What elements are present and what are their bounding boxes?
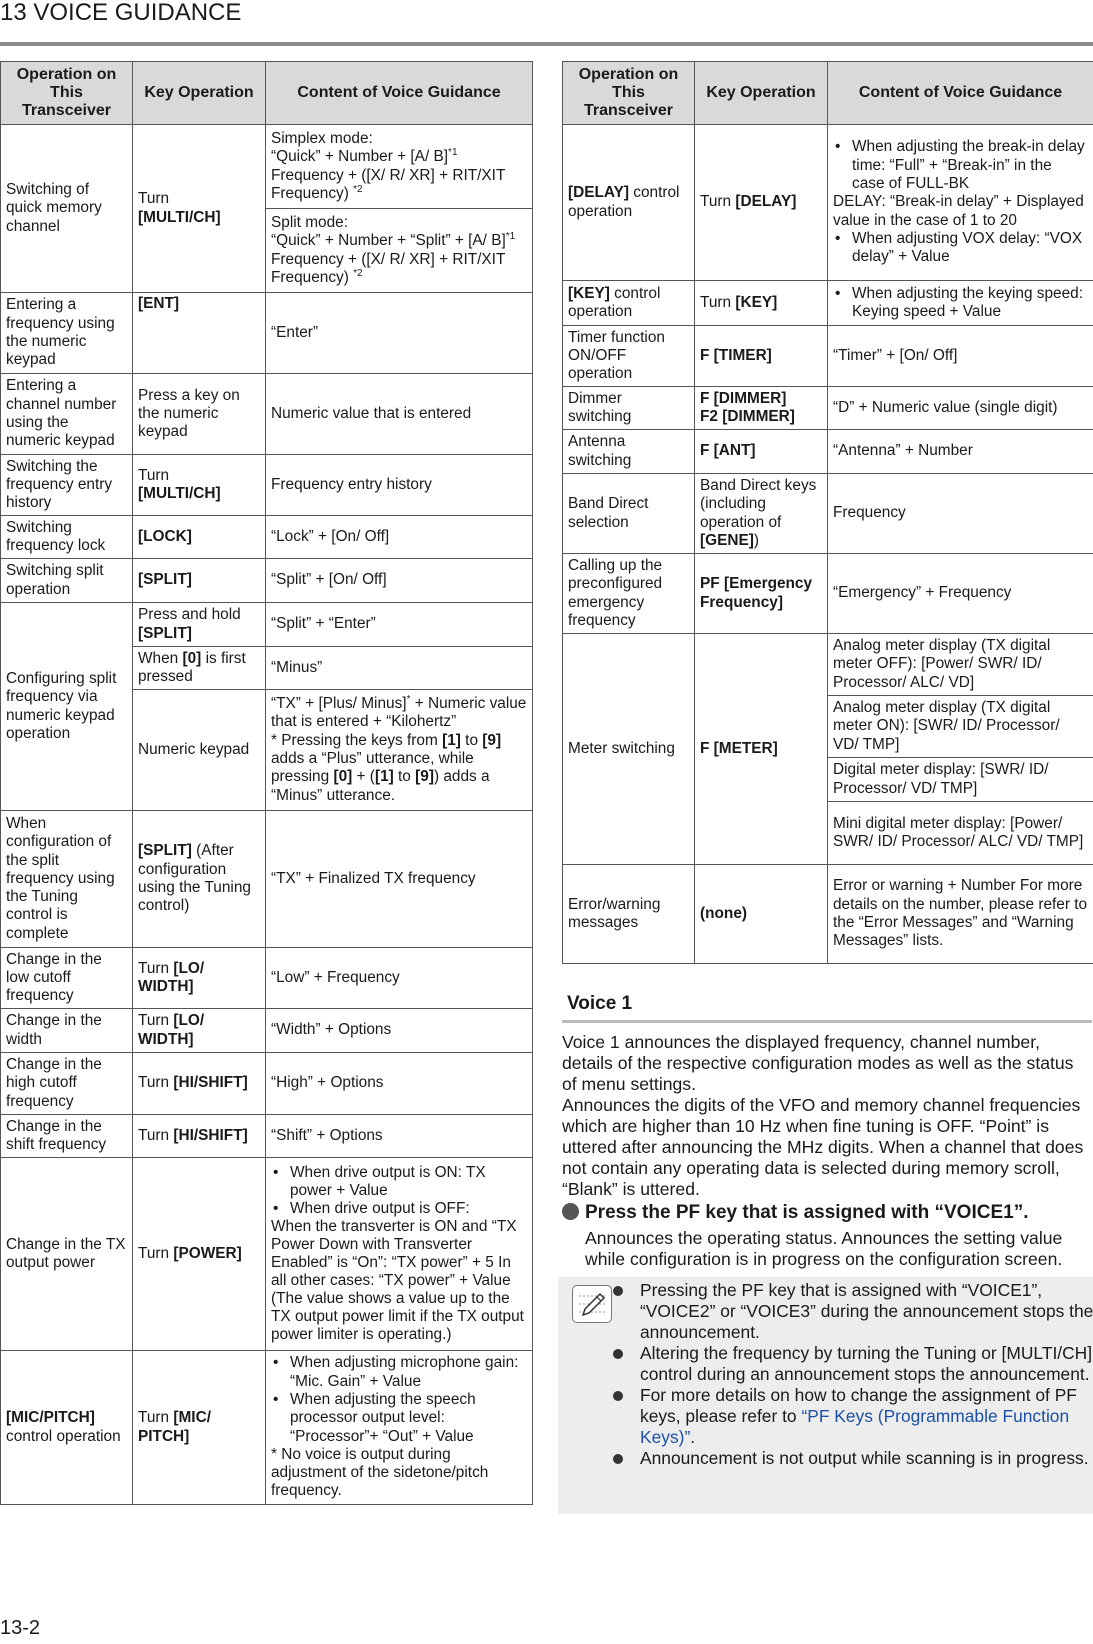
table-cell xyxy=(828,281,1093,326)
column-header-key: Key Operation xyxy=(695,62,828,125)
table-cell: Change in the TX output power xyxy=(1,1158,133,1351)
table-cell: Analog meter display (TX digital meter OFF): [Power/ SWR/ ID/ Processor/ ALC/ VD] xyxy=(828,634,1093,696)
table-cell: • When adjusting the break-in delay time: “Full” + “Break-in” in the case of FULL-BK DELAY: “Break-in delay” + Displayed value in the case of 1 to 20 • When adjusting VOX delay: “VOX delay” + Value xyxy=(828,125,1093,281)
section-rule xyxy=(562,1020,1092,1023)
note-item: Announcement is not output while scanning is in progress. xyxy=(640,1448,1093,1469)
table-cell: Change in the width xyxy=(1,1009,133,1053)
list-item: • When adjusting VOX delay: “VOX delay” + Value xyxy=(852,230,1088,267)
table-cell: Timer function ON/OFF operation xyxy=(563,326,695,387)
paragraph: Voice 1 announces the displayed frequency, channel number, details of the respective configuration modes as well as the status of menu settings. xyxy=(562,1032,1074,1094)
table-cell: F [METER] xyxy=(695,634,828,865)
column-header-key: Key Operation xyxy=(133,62,266,125)
table-cell: “Width” + Options xyxy=(266,1009,533,1053)
page-number: 13-2 xyxy=(0,1617,41,1639)
table-cell: “TX” + [Plus/ Minus]* + Numeric value that is entered + “Kilohertz” * Pressing the keys from [1] to [9] adds a “Plus” utterance, while pressing [0] + ([1] to [9]) adds a “Minus” utterance. xyxy=(266,690,533,811)
table-cell: “Timer” + [On/ Off] xyxy=(828,326,1093,387)
table-cell: Dimmer switching xyxy=(563,387,695,430)
table-cell: Switching the frequency entry history xyxy=(1,455,133,516)
table-cell: Turn [HI/SHIFT] xyxy=(133,1115,266,1158)
table-cell: Turn [KEY] xyxy=(695,281,828,326)
pencil-note-icon xyxy=(572,1285,612,1323)
list-item: • When adjusting microphone gain: “Mic. Gain” + Value xyxy=(290,1354,527,1391)
step-bullet-icon xyxy=(562,1203,579,1220)
table-cell: Entering a channel number using the numeric keypad xyxy=(1,374,133,455)
table-cell: Change in the high cutoff frequency xyxy=(1,1053,133,1115)
table-cell: Change in the shift frequency xyxy=(1,1115,133,1158)
note-box xyxy=(558,1277,1093,1514)
header-rule xyxy=(0,42,1093,46)
table-cell: Numeric value that is entered xyxy=(266,374,533,455)
table-cell: “High” + Options xyxy=(266,1053,533,1115)
column-header-operation: Operation on This Transceiver xyxy=(563,62,695,125)
table-cell: “Lock” + [On/ Off] xyxy=(266,516,533,559)
table-cell: Turn [HI/SHIFT] xyxy=(133,1053,266,1115)
table-cell: Meter switching xyxy=(563,634,695,865)
table-cell: [LOCK] xyxy=(133,516,266,559)
table-cell: Numeric keypad xyxy=(133,690,266,811)
table-cell: Band Direct selection xyxy=(563,474,695,554)
table-cell: Simplex mode: “Quick” + Number + [A/ B]$^{*1}$ Frequency + ([X/ R/ XR] + RIT/XIT Frequency) $^{*2}$ xyxy=(266,125,533,209)
list-item: • When adjusting the keying speed: Keying speed + Value xyxy=(852,285,1088,322)
table-cell: [SPLIT] (After configuration using the Tuning control) xyxy=(133,811,266,948)
table-cell: Turn [LO/ WIDTH] xyxy=(133,948,266,1009)
table-cell: Press a key on the numeric keypad xyxy=(133,374,266,455)
step-body: Announces the operating status. Announces the setting value while configuration is in progress on the configuration screen. xyxy=(585,1228,1063,1269)
table-cell: Error or warning + Number For more details on the number, please refer to the “Error Messages” and “Warning Messages” lists. xyxy=(828,865,1093,964)
table-cell: Error/warning messages xyxy=(563,865,695,964)
table-cell: “D” + Numeric value (single digit) xyxy=(828,387,1093,430)
table-cell: “TX” + Finalized TX frequency xyxy=(266,811,533,948)
table-cell: “Low” + Frequency xyxy=(266,948,533,1009)
table-cell: Configuring split frequency via numeric keypad operation xyxy=(1,603,133,811)
column-header-content: Content of Voice Guidance xyxy=(828,62,1093,125)
table-cell: “Split” + “Enter” xyxy=(266,603,533,647)
list-item: • When adjusting the speech processor output level: “Processor”+ “Out” + Value xyxy=(290,1391,527,1446)
table-cell: Switching of quick memory channel xyxy=(1,125,133,293)
step-heading: Press the PF key that is assigned with “VOICE1”. xyxy=(562,1202,1092,1224)
section-title: Voice 1 xyxy=(567,993,633,1014)
table-cell: Turn [MIC/ PITCH] xyxy=(133,1351,266,1505)
table-cell: Turn [MULTI/CH] xyxy=(133,455,266,516)
list-item: • When drive output is OFF: xyxy=(290,1200,527,1218)
table-cell: “Enter” xyxy=(266,293,533,374)
table-cell: [ENT] xyxy=(133,293,266,374)
table-cell: When configuration of the split frequency using the Tuning control is complete xyxy=(1,811,133,948)
table-cell: Change in the low cutoff frequency xyxy=(1,948,133,1009)
table-cell: (none) xyxy=(695,865,828,964)
table-cell: Frequency entry history xyxy=(266,455,533,516)
table-cell: PF [Emergency Frequency] xyxy=(695,554,828,634)
table-cell: Analog meter display (TX digital meter ON): [SWR/ ID/ Processor/ VD/ TMP] xyxy=(828,696,1093,758)
table-cell: When [0] is first pressed xyxy=(133,647,266,690)
paragraph: Announces the digits of the VFO and memory channel frequencies which are higher than 10 Hz when fine tuning is OFF. “Point” is uttered after announcing the MHz digits. When a channel that does not contain any operating data is selected during memory scroll, “Blank” is uttered. xyxy=(562,1095,1084,1199)
table-cell: “Minus” xyxy=(266,647,533,690)
table-cell: Band Direct keys (including operation of [GENE]) xyxy=(695,474,828,554)
table-cell: [SPLIT] xyxy=(133,559,266,603)
note-item: For more details on how to change the assignment of PF keys, please refer to “PF Keys (Programmable Function Keys)”. xyxy=(640,1385,1093,1448)
column-header-content: Content of Voice Guidance xyxy=(266,62,533,125)
table-cell: Switching frequency lock xyxy=(1,516,133,559)
table-cell: • When drive output is ON: TX power + Value • When drive output is OFF: When the transverter is ON and “TX Power Down with Transverter Enabled” is “On”: “TX power” + 5 In all other cases: “TX power” + Value (The value shows a value up to the TX output power limit if the TX output power limiter is operating.) xyxy=(266,1158,533,1351)
table-cell: “Shift” + Options xyxy=(266,1115,533,1158)
column-header-operation: Operation on This Transceiver xyxy=(1,62,133,125)
table-cell: Turn [LO/ WIDTH] xyxy=(133,1009,266,1053)
table-cell: Frequency xyxy=(828,474,1093,554)
pf-keys-link[interactable]: “PF Keys (Programmable Function Keys)” xyxy=(640,1406,1070,1447)
table-cell: “Emergency” + Frequency xyxy=(828,554,1093,634)
table-cell: Turn [MULTI/CH] xyxy=(133,125,266,293)
page-header-title: 13 VOICE GUIDANCE xyxy=(0,0,242,26)
table-cell: Calling up the preconfigured emergency frequency xyxy=(563,554,695,634)
table-cell: F [DIMMER] F2 [DIMMER] xyxy=(695,387,828,430)
section-body xyxy=(562,1032,1092,1200)
note-item: Altering the frequency by turning the Tuning or [MULTI/CH] control during an announcement stops the announcement. xyxy=(640,1343,1093,1385)
table-cell: Press and hold [SPLIT] xyxy=(133,603,266,647)
table-cell: F [TIMER] xyxy=(695,326,828,387)
table-cell: [KEY] control operation xyxy=(563,281,695,326)
list-item: • When adjusting the break-in delay time: “Full” + “Break-in” in the case of FULL-BK xyxy=(852,138,1088,193)
table-cell: Digital meter display: [SWR/ ID/ Processor/ VD/ TMP] xyxy=(828,758,1093,802)
table-cell: Turn [POWER] xyxy=(133,1158,266,1351)
table-cell: • When adjusting microphone gain: “Mic. Gain” + Value • When adjusting the speech processor output level: “Processor”+ “Out” + Value * No voice is output during adjustment of the sidetone/pitch frequency. xyxy=(266,1351,533,1505)
table-cell: Turn [DELAY] xyxy=(695,125,828,281)
table-cell: “Split” + [On/ Off] xyxy=(266,559,533,603)
table-cell: Mini digital meter display: [Power/ SWR/ ID/ Processor/ ALC/ VD/ TMP] xyxy=(828,802,1093,865)
table-cell: Split mode: “Quick” + Number + “Split” + [A/ B]$^{*1}$ Frequency + ([X/ R/ XR] + RIT/XIT Frequency) $^{*2}$ xyxy=(266,209,533,293)
table-cell: F [ANT] xyxy=(695,430,828,474)
voice-guidance-table-right xyxy=(562,61,1093,964)
table-cell: [DELAY] control operation xyxy=(563,125,695,281)
list-item: • When drive output is ON: TX power + Value xyxy=(290,1164,527,1200)
table-cell: “Antenna” + Number xyxy=(828,430,1093,474)
table-cell: Switching split operation xyxy=(1,559,133,603)
table-cell: [MIC/PITCH] control operation xyxy=(1,1351,133,1505)
table-cell: Antenna switching xyxy=(563,430,695,474)
table-cell: Entering a frequency using the numeric keypad xyxy=(1,293,133,374)
note-item: Pressing the PF key that is assigned with “VOICE1”, “VOICE2” or “VOICE3” during the announcement stops the announcement. xyxy=(640,1280,1093,1343)
voice-guidance-table-left xyxy=(0,61,533,1505)
